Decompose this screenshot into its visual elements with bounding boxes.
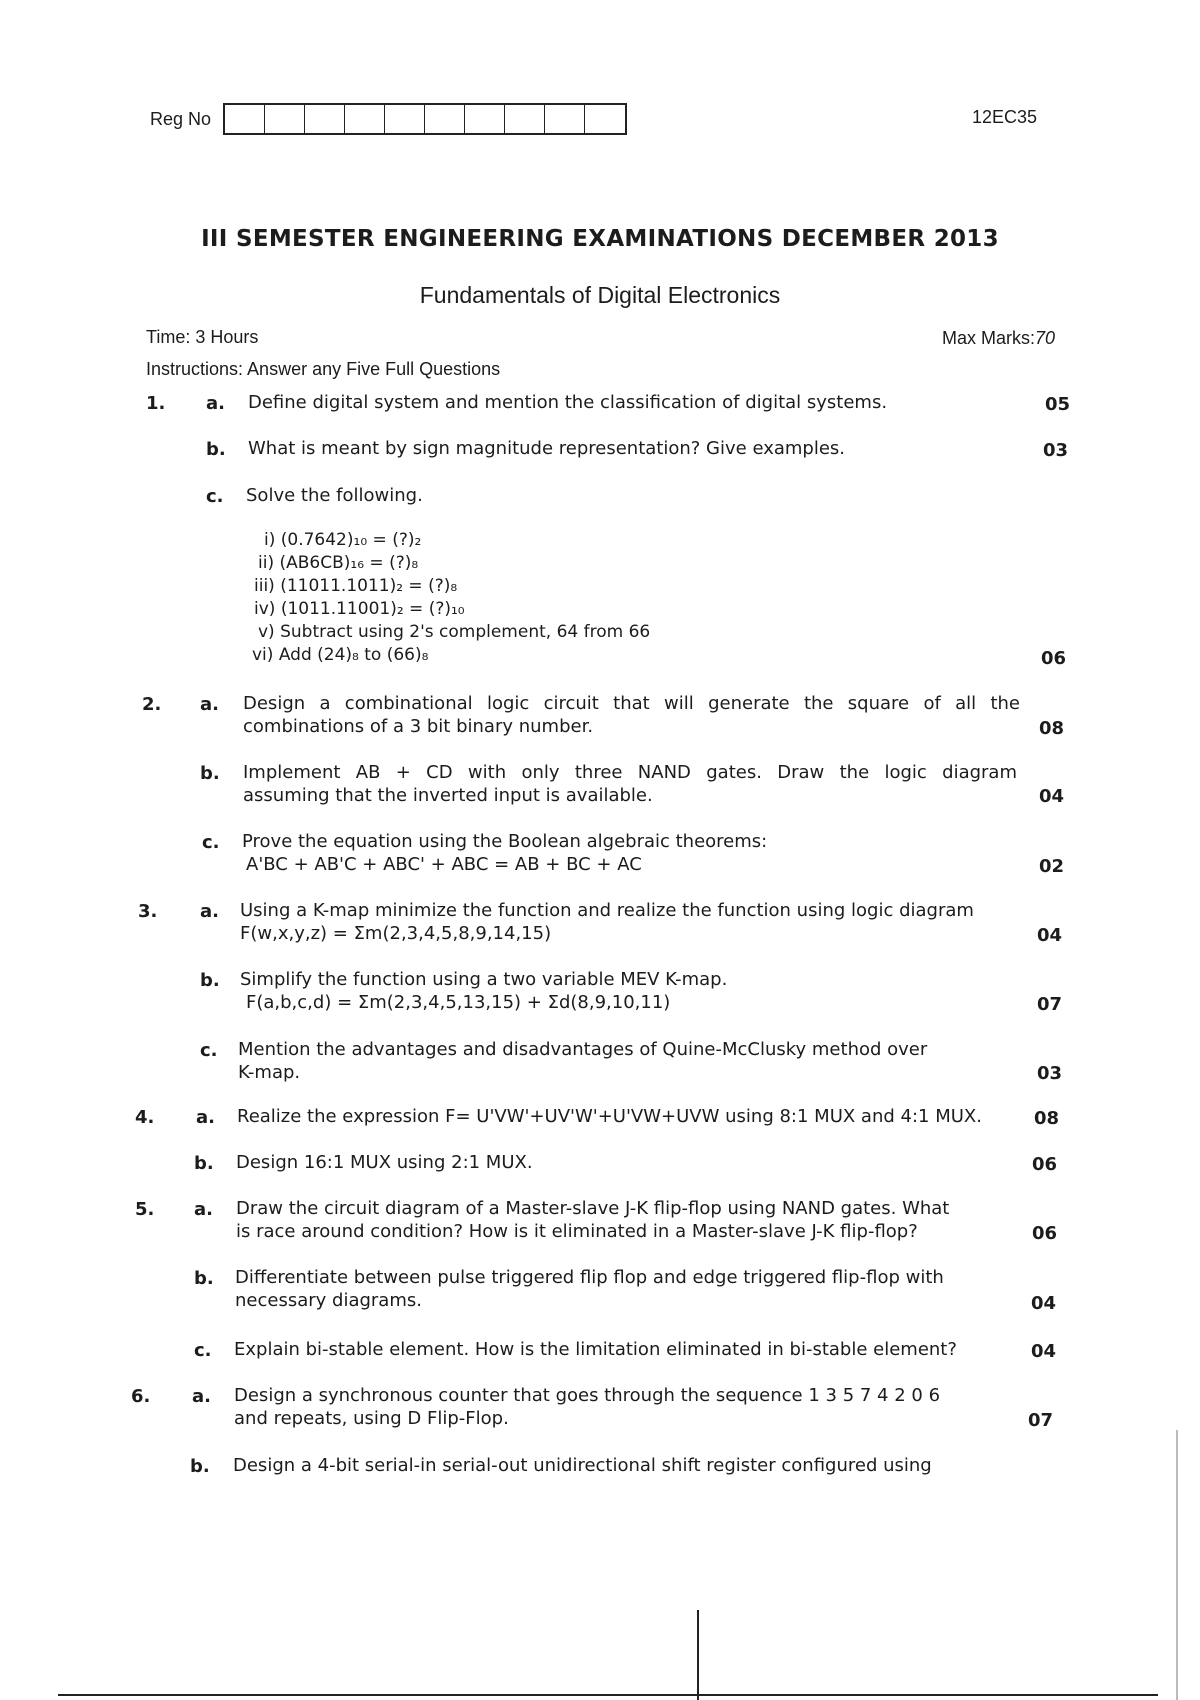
reg-no-box	[465, 105, 505, 133]
max-marks	[942, 328, 1055, 349]
marks: 03	[1043, 440, 1069, 461]
marks: 06	[1041, 648, 1067, 669]
subquestion-label: b.	[206, 439, 226, 460]
question-number: 2.	[142, 694, 162, 715]
page-fold-line	[697, 1610, 699, 1700]
marks: 04	[1031, 1293, 1057, 1314]
subquestion-label: b.	[194, 1153, 214, 1174]
question-number: 3.	[138, 901, 158, 922]
question-text: What is meant by sign magnitude representation? Give examples.	[248, 438, 846, 459]
time-duration: Time: 3 Hours	[146, 327, 259, 347]
marks: 06	[1032, 1223, 1058, 1244]
subquestion-label: a.	[206, 393, 225, 414]
question-text: Design a combinational logic circuit that will generate the square of all the	[243, 693, 1020, 714]
marks: 06	[1032, 1154, 1058, 1175]
question-number: 5.	[135, 1199, 155, 1220]
conversion-item: iv) (1011.11001)₂ = (?)₁₀	[254, 599, 465, 619]
subquestion-label: c.	[194, 1340, 212, 1361]
conversion-item: i) (0.7642)₁₀ = (?)₂	[264, 530, 422, 550]
marks: 03	[1037, 1063, 1063, 1084]
reg-no-box	[305, 105, 345, 133]
question-text: Solve the following.	[246, 485, 423, 506]
subquestion-label: c.	[200, 1040, 218, 1061]
question-number: 6.	[131, 1386, 151, 1407]
question-text: and repeats, using D Flip-Flop.	[234, 1408, 509, 1429]
question-text: K-map.	[238, 1062, 301, 1083]
subquestion-label: b.	[190, 1456, 210, 1477]
conversion-item: v) Subtract using 2's complement, 64 from 66	[258, 622, 651, 642]
reg-no-box	[425, 105, 465, 133]
reg-no-box	[545, 105, 585, 133]
max-marks-value: 70	[1035, 328, 1056, 348]
question-text: Define digital system and mention the classification of digital systems.	[248, 392, 888, 413]
marks: 08	[1034, 1108, 1060, 1129]
boolean-equation: A'BC + AB'C + ABC' + ABC = AB + BC + AC	[246, 854, 642, 875]
subquestion-label: a.	[192, 1386, 211, 1407]
subquestion-label: a.	[196, 1107, 215, 1128]
question-text: necessary diagrams.	[235, 1290, 422, 1311]
question-text: Realize the expression F= U'VW'+UV'W'+U'VW+UVW using 8:1 MUX and 4:1 MUX.	[237, 1106, 982, 1127]
reg-no-box	[225, 105, 265, 133]
marks: 04	[1031, 1341, 1057, 1362]
question-text: Differentiate between pulse triggered flip flop and edge triggered flip-flop with	[235, 1267, 944, 1288]
question-text: assuming that the inverted input is available.	[243, 785, 653, 806]
subquestion-label: a.	[194, 1199, 213, 1220]
question-text: Design a 4-bit serial-in serial-out unidirectional shift register configured using	[233, 1455, 932, 1476]
instructions: Instructions: Answer any Five Full Questions	[146, 359, 501, 379]
boolean-function: F(w,x,y,z) = Σm(2,3,4,5,8,9,14,15)	[240, 923, 552, 944]
marks: 04	[1037, 925, 1063, 946]
conversion-item: vi) Add (24)₈ to (66)₈	[252, 645, 429, 665]
question-text: is race around condition? How is it eliminated in a Master-slave J-K flip-flop?	[236, 1221, 918, 1242]
subquestion-label: b.	[194, 1268, 214, 1289]
marks: 08	[1039, 718, 1065, 739]
question-text: Draw the circuit diagram of a Master-slave J-K flip-flop using NAND gates. What	[236, 1198, 950, 1219]
question-text: combinations of a 3 bit binary number.	[243, 716, 594, 737]
question-text: Design a synchronous counter that goes through the sequence 1 3 5 7 4 2 0 6	[234, 1385, 941, 1406]
question-number: 1.	[146, 393, 166, 414]
marks: 07	[1028, 1410, 1054, 1431]
subquestion-label: c.	[202, 832, 220, 853]
question-text: Simplify the function using a two variable MEV K-map.	[240, 969, 728, 990]
question-number: 4.	[135, 1107, 155, 1128]
boolean-function: F(a,b,c,d) = Σm(2,3,4,5,13,15) + Σd(8,9,10,11)	[246, 992, 671, 1013]
marks: 05	[1045, 394, 1071, 415]
reg-no-box	[385, 105, 425, 133]
reg-no-boxes	[223, 103, 627, 135]
reg-no-box	[345, 105, 385, 133]
question-text: Implement AB + CD with only three NAND gates. Draw the logic diagram	[243, 762, 1017, 783]
bottom-rule	[58, 1694, 1158, 1696]
reg-no-box	[265, 105, 305, 133]
question-text: Mention the advantages and disadvantages of Quine-McClusky method over	[238, 1039, 928, 1060]
question-text: Explain bi-stable element. How is the limitation eliminated in bi-stable element?	[234, 1339, 957, 1360]
subquestion-label: a.	[200, 901, 219, 922]
subquestion-label: a.	[200, 694, 219, 715]
max-marks-label: Max Marks:	[942, 328, 1036, 348]
exam-title: III SEMESTER ENGINEERING EXAMINATIONS DECEMBER 2013	[201, 226, 999, 252]
subquestion-label: b.	[200, 763, 220, 784]
subquestion-label: c.	[206, 486, 224, 507]
reg-no-field	[150, 103, 627, 135]
subject-title: Fundamentals of Digital Electronics	[419, 282, 781, 308]
reg-no-box	[505, 105, 545, 133]
conversion-item: iii) (11011.1011)₂ = (?)₈	[254, 576, 458, 596]
question-text: Design 16:1 MUX using 2:1 MUX.	[236, 1152, 533, 1173]
subquestion-label: b.	[200, 970, 220, 991]
conversion-item: ii) (AB6CB)₁₆ = (?)₈	[258, 553, 419, 573]
question-text: Using a K-map minimize the function and realize the function using logic diagram	[240, 900, 974, 921]
scan-edge-line	[1176, 1430, 1178, 1700]
reg-no-box	[585, 105, 625, 133]
marks: 07	[1037, 994, 1063, 1015]
reg-no-label: Reg No	[150, 108, 212, 129]
marks: 02	[1039, 856, 1065, 877]
course-code: 12EC35	[972, 107, 1038, 127]
marks: 04	[1039, 786, 1065, 807]
question-text: Prove the equation using the Boolean algebraic theorems:	[242, 831, 768, 852]
